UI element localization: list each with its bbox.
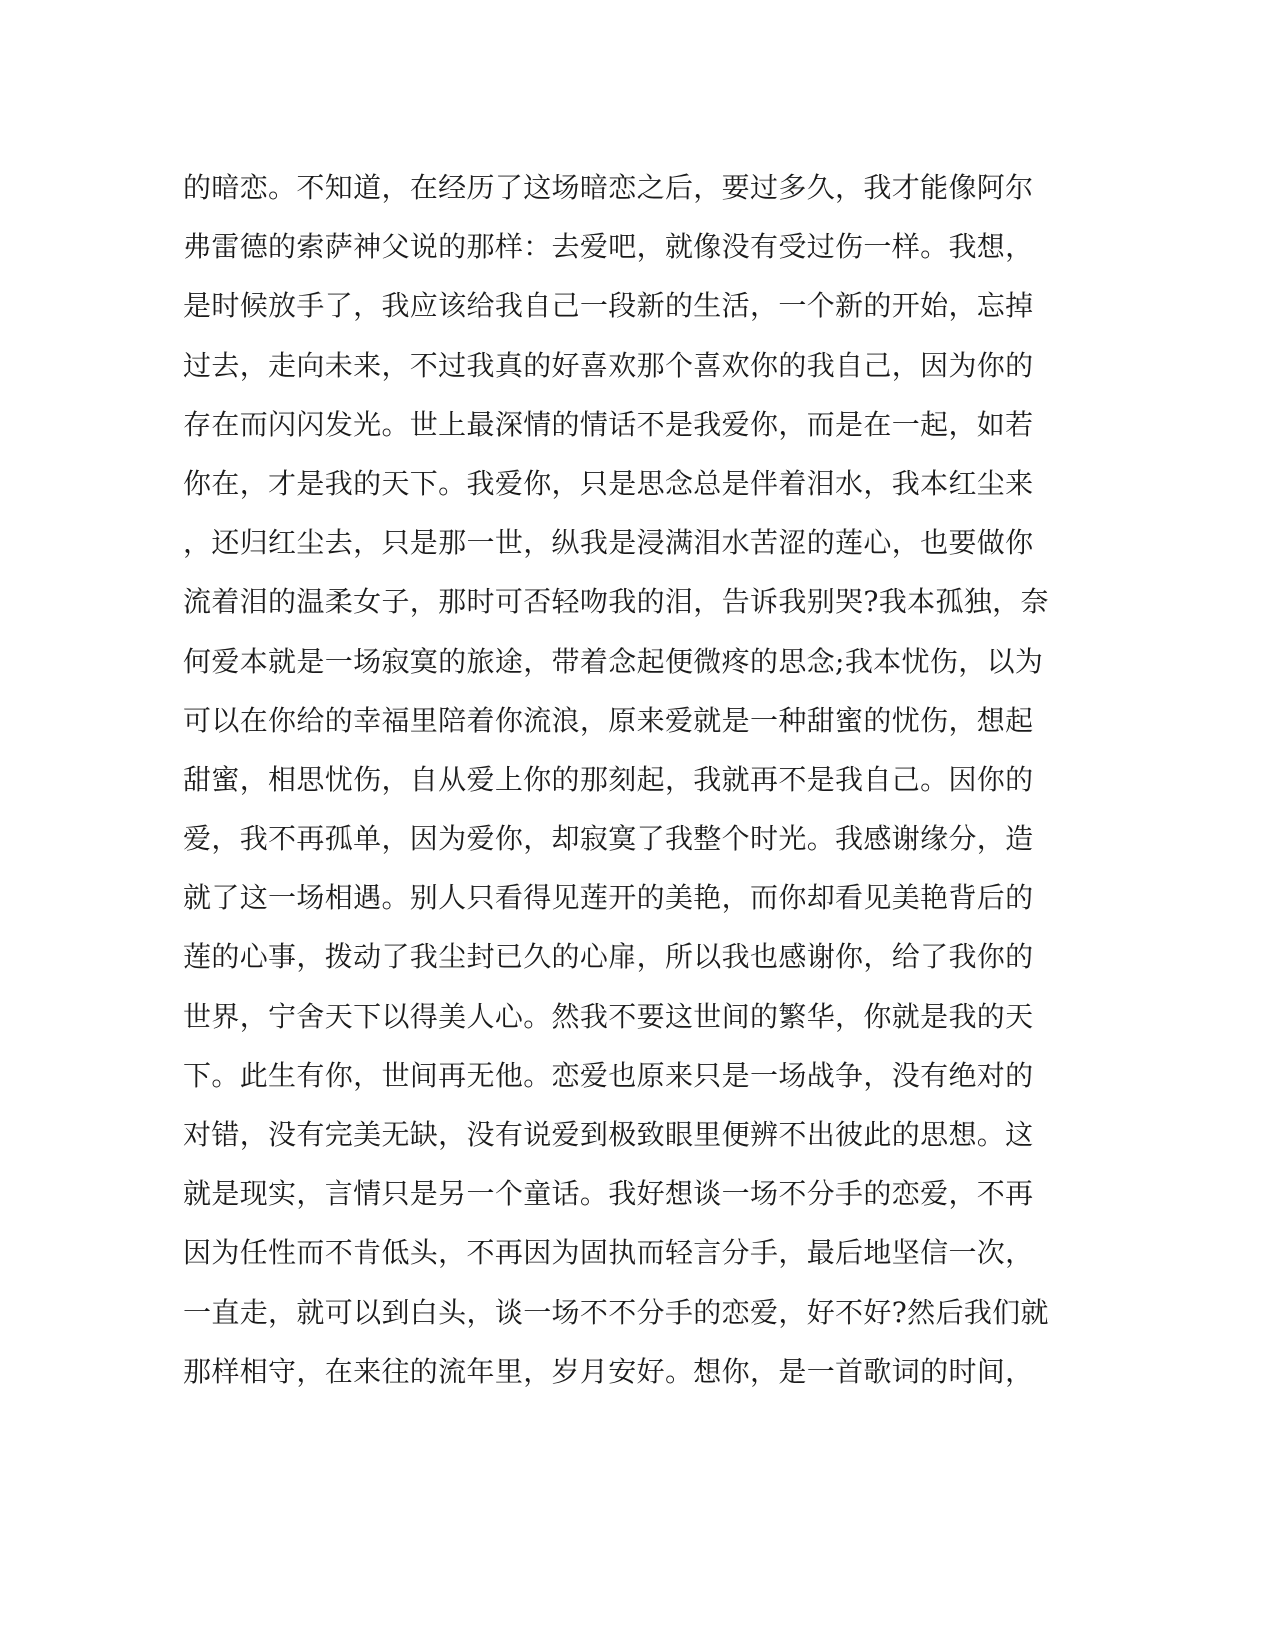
text-line: 何爱本就是一场寂寞的旅途，带着念起便微疼的思念;我本忧伤，以为 bbox=[183, 644, 1044, 678]
text-line: 莲的心事，拨动了我尘封已久的心扉，所以我也感谢你，给了我你的 bbox=[183, 940, 1034, 974]
text-line: 弗雷德的索萨神父说的那样：去爱吧，就像没有受过伤一样。我想， bbox=[183, 230, 1034, 264]
text-line: 下。此生有你，世间再无他。恋爱也原来只是一场战争，没有绝对的 bbox=[183, 1058, 1034, 1092]
text-line: 爱，我不再孤单，因为爱你，却寂寞了我整个时光。我感谢缘分，造 bbox=[183, 822, 1034, 856]
text-line: 流着泪的温柔女子，那时可否轻吻我的泪，告诉我别哭?我本孤独，奈 bbox=[183, 585, 1049, 619]
text-line: 那样相守，在来往的流年里，岁月安好。想你，是一首歌词的时间， bbox=[183, 1354, 1034, 1388]
text-line: 可以在你给的幸福里陪着你流浪，原来爱就是一种甜蜜的忧伤，想起 bbox=[183, 703, 1034, 737]
text-line: 的暗恋。不知道，在经历了这场暗恋之后，要过多久，我才能像阿尔 bbox=[183, 171, 1034, 204]
text-line: 因为任性而不肯低头，不再因为固执而轻言分手，最后地坚信一次， bbox=[183, 1236, 1034, 1270]
text-line: 存在而闪闪发光。世上最深情的情话不是我爱你，而是在一起，如若 bbox=[183, 407, 1034, 441]
text-line: 你在，才是我的天下。我爱你，只是思念总是伴着泪水，我本红尘来 bbox=[183, 466, 1034, 500]
body-text bbox=[183, 158, 1063, 1401]
text-line: 是时候放手了，我应该给我自己一段新的生活，一个新的开始，忘掉 bbox=[183, 289, 1034, 323]
text-line: 世界，宁舍天下以得美人心。然我不要这世间的繁华，你就是我的天 bbox=[183, 999, 1034, 1033]
text-line: 对错，没有完美无缺，没有说爱到极致眼里便辨不出彼此的思想。这 bbox=[183, 1118, 1034, 1151]
text-line: 就了这一场相遇。别人只看得见莲开的美艳，而你却看见美艳背后的 bbox=[183, 881, 1034, 915]
text-line: 过去，走向未来，不过我真的好喜欢那个喜欢你的我自己，因为你的 bbox=[183, 348, 1034, 382]
text-line: 甜蜜，相思忧伤，自从爱上你的那刻起，我就再不是我自己。因你的 bbox=[183, 762, 1034, 796]
text-line: 一直走，就可以到白头，谈一场不不分手的恋爱，好不好?然后我们就 bbox=[183, 1295, 1049, 1329]
text-line: ，还归红尘去，只是那一世，纵我是浸满泪水苦涩的莲心，也要做你 bbox=[183, 526, 1034, 560]
text-line: 就是现实，言情只是另一个童话。我好想谈一场不分手的恋爱，不再 bbox=[183, 1177, 1034, 1211]
